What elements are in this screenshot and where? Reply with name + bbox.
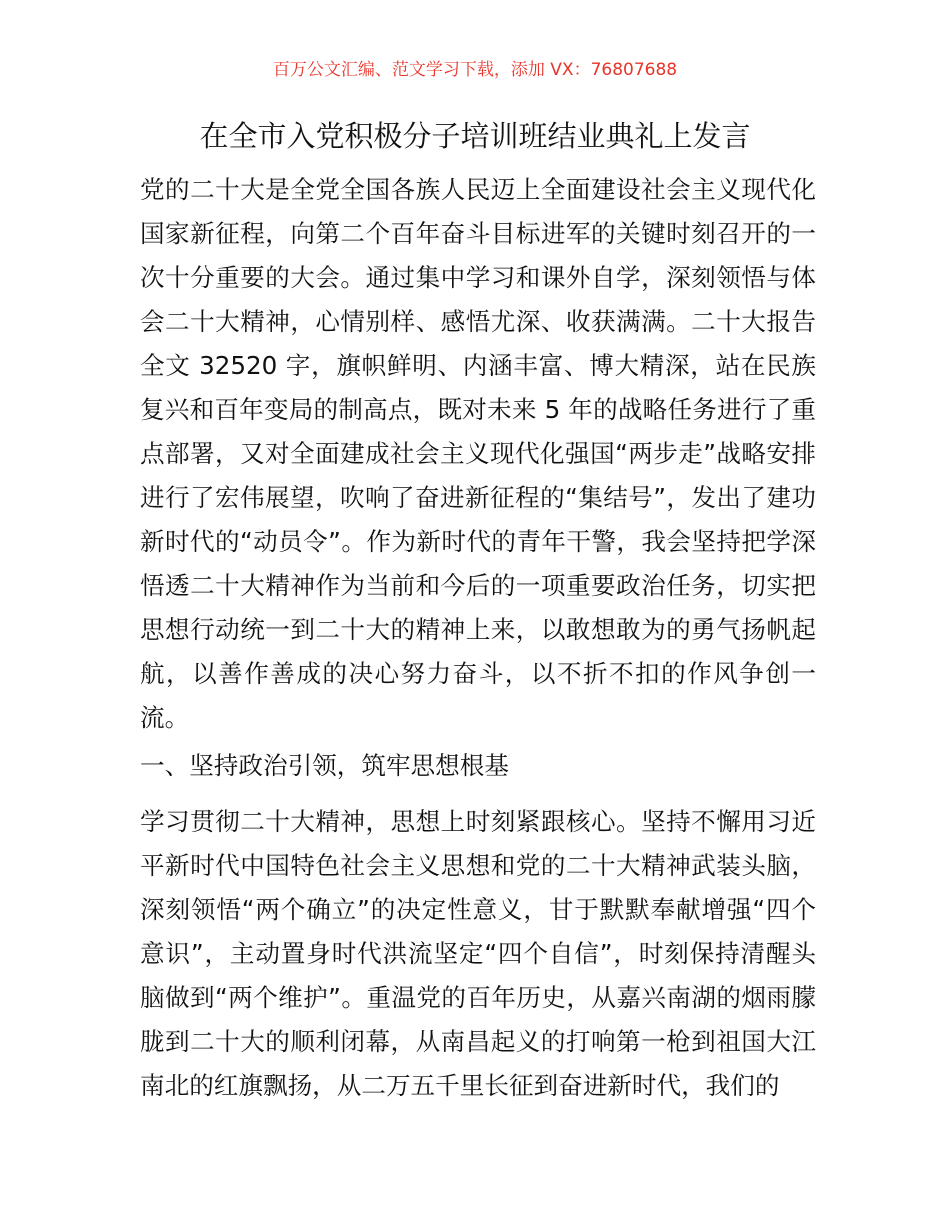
body-paragraph-2: 学习贯彻二十大精神，思想上时刻紧跟核心。坚持不懈用习近平新时代中国特色社会主义思想和党的二十大精神武装头脑，深刻领悟“两个确立”的决定性意义，甘于默默奉献增强“四个意识”，主动置身时代洪流坚定“四个自信”，时刻保持清醒头脑做到“两个维护”。重温党的百年历史，从嘉兴南湖的烟雨朦胧到二十大的顺利闭幕，从南昌起义的打响第一枪到祖国大江南北的红旗飘扬，从二万五千里长征到奋进新时代，我们的 — [140, 807, 816, 1100]
section-heading-1: 一、坚持政治引领，筑牢思想根基 — [140, 751, 509, 780]
watermark-header: 百万公文汇编、范文学习下载，添加 VX：76807688 — [272, 60, 678, 80]
page-title: 在全市入党积极分子培训班结业典礼上发言 — [199, 119, 751, 153]
body-paragraph-1: 党的二十大是全党全国各族人民迈上全面建设社会主义现代化国家新征程，向第二个百年奋斗目标进军的关键时刻召开的一次十分重要的大会。通过集中学习和课外自学，深刻领悟与体会二十大精神，心情别样、感悟尤深、收获满满。二十大报告全文 32520 字，旗帜鲜明、内涵丰富、博大精深，站在民族复兴和百年变局的制高点，既对未来 5 年的战略任务进行了重点部署，又对全面建成社会主义现代化强国“两步走”战略安排进行了宏伟展望，吹响了奋进新征程的“集结号”，发出了建功新时代的“动员令”。作为新时代的青年干警，我会坚持把学深悟透二十大精神作为当前和今后的一项重要政治任务，切实把思想行动统一到二十大的精神上来，以敢想敢为的勇气扬帆起航，以善作善成的决心努力奋斗，以不折不扣的作风争创一流。 — [140, 175, 816, 732]
